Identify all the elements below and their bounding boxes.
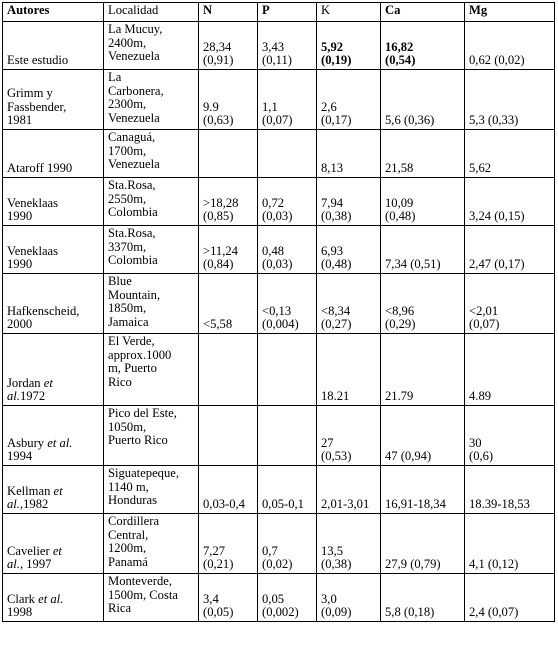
mg-value: 3,24 (0,15)	[469, 209, 525, 224]
author-cell	[3, 466, 104, 514]
n-value: 0,03-0,4	[203, 497, 245, 512]
p-value: 3,43 (0,11)	[262, 39, 292, 68]
mg-value: 2,4 (0,07)	[469, 605, 519, 620]
mg-value: 5,3 (0,33)	[469, 113, 519, 128]
author-italic: et al.,	[7, 543, 62, 572]
k-value-cell	[317, 22, 381, 70]
author-cell	[3, 334, 104, 406]
mg-value: 0,62 (0,02)	[469, 53, 525, 68]
n-value-cell	[199, 178, 258, 226]
p-value-cell	[258, 466, 317, 514]
locality-cell	[104, 514, 199, 574]
author-plain: Ataroff 1990	[7, 161, 73, 176]
table-row	[3, 226, 555, 274]
ca-value-cell	[381, 466, 465, 514]
table-row	[3, 406, 555, 466]
author-plain: Grimm y Fassbender, 1981	[7, 86, 67, 128]
n-value-cell	[199, 334, 258, 406]
ca-value: 21,58	[385, 161, 414, 176]
locality-cell	[104, 226, 199, 274]
locality-text: Cordillera Central, 1200m, Panamá	[108, 514, 160, 569]
p-value: 0,7 (0,02)	[262, 543, 293, 572]
author-name	[7, 245, 99, 272]
author-cell	[3, 178, 104, 226]
locality-text: El Verde, approx.1000 m, Puerto Rico	[108, 334, 172, 389]
mg-value-cell	[465, 274, 555, 334]
locality-cell	[104, 22, 199, 70]
author-name	[7, 87, 99, 128]
p-value-cell	[258, 70, 317, 130]
author-name	[7, 54, 99, 68]
header-p: P	[258, 3, 317, 22]
k-value: 5,92 (0,19)	[321, 39, 352, 68]
author-cell	[3, 274, 104, 334]
mg-value: 18.39-18,53	[469, 497, 530, 512]
author-cell	[3, 22, 104, 70]
p-value-cell	[258, 574, 317, 622]
author-plain: Asbury	[7, 435, 48, 450]
table-row	[3, 130, 555, 178]
k-value: 18.21	[321, 389, 350, 404]
author-name	[7, 437, 99, 464]
locality-text: Pico del Este, 1050m, Puerto Rico	[108, 406, 177, 448]
mg-value: 4.89	[469, 389, 492, 404]
ca-value: 21.79	[385, 389, 414, 404]
author-plain: Kellman	[7, 483, 54, 498]
author-plain: Cavelier	[7, 543, 53, 558]
k-value: 2,6 (0,17)	[321, 99, 352, 128]
header-ca: Ca	[381, 3, 465, 22]
locality-cell	[104, 70, 199, 130]
p-value-cell	[258, 226, 317, 274]
table-row	[3, 574, 555, 622]
author-cell	[3, 514, 104, 574]
header-mg: Mg	[465, 3, 555, 22]
n-value: 28,34 (0,91)	[203, 39, 234, 68]
k-value-cell	[317, 406, 381, 466]
n-value: 3,4 (0,05)	[203, 591, 234, 620]
author-tail: 1994	[7, 449, 33, 464]
author-tail: 1972	[19, 389, 46, 404]
author-plain: Hafkenscheid, 2000	[7, 303, 80, 332]
author-name	[7, 305, 99, 332]
header-row	[3, 3, 555, 22]
table-row	[3, 22, 555, 70]
k-value-cell	[317, 466, 381, 514]
p-value: 0,72 (0,03)	[262, 195, 293, 224]
author-cell	[3, 226, 104, 274]
table-header	[3, 3, 555, 22]
ca-value: 16,91-18,34	[385, 497, 446, 512]
n-value-cell	[199, 274, 258, 334]
locality-text: Sta.Rosa, 2550m, Colombia	[108, 178, 158, 220]
k-value: 27 (0,53)	[321, 435, 352, 464]
mg-value-cell	[465, 574, 555, 622]
mg-value-cell	[465, 406, 555, 466]
mg-value: 4,1 (0,12)	[469, 557, 519, 572]
table-row	[3, 514, 555, 574]
mg-value-cell	[465, 70, 555, 130]
ca-value: 47 (0,94)	[385, 449, 432, 464]
author-name	[7, 485, 99, 512]
mg-value: 5,62	[469, 161, 492, 176]
mg-value: 30 (0,6)	[469, 435, 494, 464]
n-value-cell	[199, 70, 258, 130]
p-value-cell	[258, 334, 317, 406]
table-row	[3, 178, 555, 226]
p-value-cell	[258, 22, 317, 70]
k-value-cell	[317, 274, 381, 334]
author-plain: Jordan	[7, 375, 44, 390]
n-value-cell	[199, 406, 258, 466]
p-value: 0,05 (0,002)	[262, 591, 299, 620]
n-value-cell	[199, 466, 258, 514]
p-value: 0,05-0,1	[262, 497, 304, 512]
header-n: N	[199, 3, 258, 22]
p-value-cell	[258, 514, 317, 574]
p-value-cell	[258, 130, 317, 178]
ca-value: 16,82 (0,54)	[385, 39, 416, 68]
table-row	[3, 274, 555, 334]
locality-cell	[104, 178, 199, 226]
mg-value-cell	[465, 178, 555, 226]
ca-value: 5,8 (0,18)	[385, 605, 435, 620]
mg-value: 2,47 (0,17)	[469, 257, 525, 272]
author-name	[7, 162, 99, 176]
locality-cell	[104, 466, 199, 514]
header-localidad: Localidad	[104, 3, 199, 22]
author-tail: 1997	[23, 557, 52, 572]
mg-value-cell	[465, 22, 555, 70]
locality-text: La Carbonera, 2300m, Venezuela	[108, 70, 164, 125]
p-value: 1,1 (0,07)	[262, 99, 293, 128]
locality-text: Monteverde, 1500m, Costa Rica	[108, 574, 178, 616]
ca-value-cell	[381, 70, 465, 130]
p-value-cell	[258, 406, 317, 466]
n-value-cell	[199, 226, 258, 274]
table-body	[3, 22, 555, 622]
ca-value: <8,96 (0,29)	[385, 303, 416, 332]
locality-cell	[104, 574, 199, 622]
locality-text: La Mucuy, 2400m, Venezuela	[108, 22, 163, 64]
author-italic: et al.	[7, 375, 53, 404]
table-row	[3, 334, 555, 406]
nutrient-table-document	[2, 2, 555, 622]
author-italic: et al.	[38, 591, 64, 606]
mg-value-cell	[465, 130, 555, 178]
author-name	[7, 377, 99, 404]
ca-value-cell	[381, 274, 465, 334]
author-plain: Veneklaas 1990	[7, 243, 59, 272]
author-tail: ,1982	[19, 497, 49, 512]
author-cell	[3, 130, 104, 178]
author-name	[7, 593, 99, 620]
k-value: 7,94 (0,38)	[321, 195, 352, 224]
k-value-cell	[317, 334, 381, 406]
author-plain: Veneklaas 1990	[7, 195, 59, 224]
ca-value-cell	[381, 334, 465, 406]
n-value-cell	[199, 574, 258, 622]
locality-cell	[104, 274, 199, 334]
ca-value-cell	[381, 514, 465, 574]
header-k: K	[317, 3, 381, 22]
k-value: <8,34 (0,27)	[321, 303, 352, 332]
n-value: >11,24 (0,84)	[203, 243, 238, 272]
mg-value-cell	[465, 334, 555, 406]
k-value-cell	[317, 70, 381, 130]
locality-cell	[104, 334, 199, 406]
k-value-cell	[317, 130, 381, 178]
author-cell	[3, 406, 104, 466]
k-value-cell	[317, 178, 381, 226]
n-value: 9.9 (0,63)	[203, 99, 234, 128]
ca-value-cell	[381, 22, 465, 70]
table-row	[3, 70, 555, 130]
p-value-cell	[258, 178, 317, 226]
nutrient-comparison-table	[2, 2, 555, 622]
k-value-cell	[317, 226, 381, 274]
mg-value: <2,01 (0,07)	[469, 303, 500, 332]
mg-value-cell	[465, 466, 555, 514]
table-row	[3, 466, 555, 514]
ca-value: 5,6 (0,36)	[385, 113, 435, 128]
n-value: >18,28 (0,85)	[203, 195, 239, 224]
locality-text: Sta.Rosa, 3370m, Colombia	[108, 226, 158, 268]
ca-value-cell	[381, 226, 465, 274]
ca-value-cell	[381, 130, 465, 178]
locality-text: Blue Mountain, 1850m, Jamaica	[108, 274, 161, 329]
header-autores: Autores	[3, 3, 104, 22]
ca-value: 27,9 (0,79)	[385, 557, 441, 572]
n-value-cell	[199, 514, 258, 574]
author-plain: Clark	[7, 591, 39, 606]
ca-value-cell	[381, 406, 465, 466]
ca-value: 10,09 (0,48)	[385, 195, 416, 224]
mg-value-cell	[465, 514, 555, 574]
ca-value: 7,34 (0,51)	[385, 257, 441, 272]
n-value-cell	[199, 130, 258, 178]
locality-text: Canaguá, 1700m, Venezuela	[108, 130, 160, 172]
k-value: 13,5 (0,38)	[321, 543, 352, 572]
p-value-cell	[258, 274, 317, 334]
locality-text: Siguatepeque, 1140 m, Honduras	[108, 466, 179, 508]
n-value: 7,27 (0,21)	[203, 543, 234, 572]
mg-value-cell	[465, 226, 555, 274]
ca-value-cell	[381, 178, 465, 226]
author-italic: et al.	[47, 435, 73, 450]
k-value-cell	[317, 574, 381, 622]
p-value: <0,13 (0,004)	[262, 303, 299, 332]
locality-cell	[104, 130, 199, 178]
ca-value-cell	[381, 574, 465, 622]
n-value: <5,58	[203, 317, 233, 332]
p-value: 0,48 (0,03)	[262, 243, 293, 272]
author-name	[7, 545, 99, 572]
n-value-cell	[199, 22, 258, 70]
author-name	[7, 197, 99, 224]
k-value: 6,93 (0,48)	[321, 243, 352, 272]
author-italic: et al.	[7, 483, 63, 512]
k-value: 3,0 (0,09)	[321, 591, 352, 620]
k-value-cell	[317, 514, 381, 574]
k-value: 8,13	[321, 161, 344, 176]
author-cell	[3, 70, 104, 130]
author-cell	[3, 574, 104, 622]
k-value: 2,01-3,01	[321, 497, 370, 512]
author-tail: 1998	[7, 605, 33, 620]
author-plain: Este estudio	[7, 53, 69, 68]
locality-cell	[104, 406, 199, 466]
